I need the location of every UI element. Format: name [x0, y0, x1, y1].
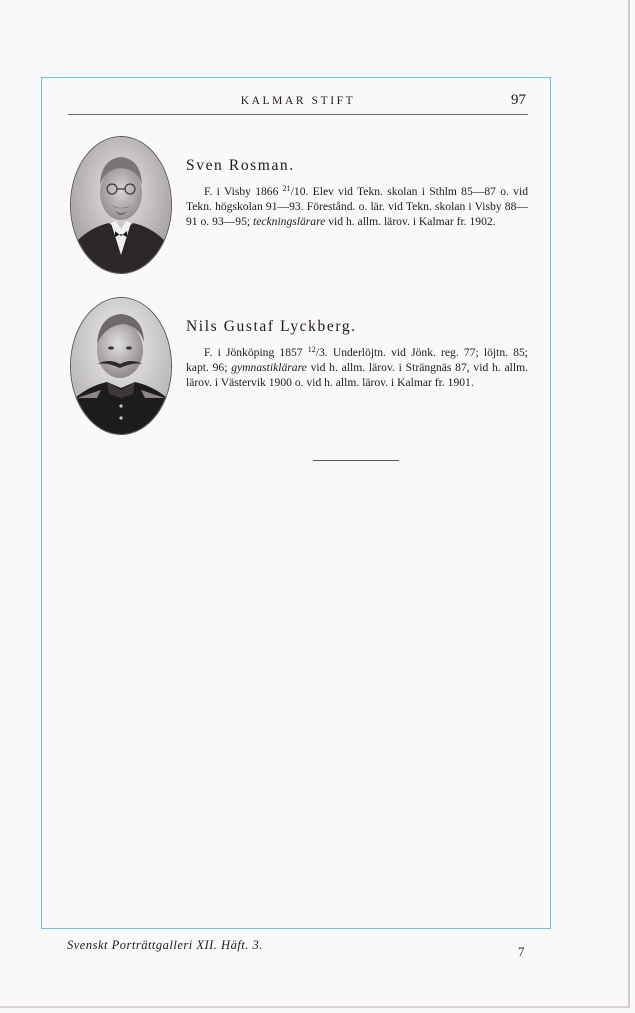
bio-text: F. i Jönköping 1857 — [204, 346, 308, 359]
running-title: KALMAR STIFT — [240, 95, 356, 107]
entry-biography — [186, 184, 528, 229]
bio-text: F. i Visby 1866 — [204, 185, 283, 198]
footer-publication: Svenskt Porträttgalleri XII. Häft. 3. — [67, 938, 263, 952]
entry-name: Sven Rosman. — [186, 157, 295, 174]
entry-name: Nils Gustaf Lyckberg. — [186, 318, 357, 335]
bio-text: vid h. allm. lärov. i Strängnäs 87, vid h. allm. lärov. i Västervik 1900 o. vid h. allm. lärov. i Kalmar fr. 1901. — [186, 361, 528, 389]
entry-biography — [186, 345, 528, 390]
occupation-title: teckningslärare — [253, 215, 326, 228]
bio-text: /3. Underlöjtn. vid Jönk. reg. 77; löjtn. 85; kapt. 96; — [186, 346, 529, 374]
portrait-photo-icon — [71, 298, 171, 434]
footer-signature-mark: 7 — [518, 944, 525, 959]
page-number: 97 — [511, 92, 526, 108]
date-superscript: 21 — [282, 184, 291, 193]
portrait-sven-rosman — [70, 136, 172, 274]
entry-nils-gustaf-lyckberg — [186, 318, 528, 390]
occupation-title: gymnastiklärare — [231, 361, 307, 374]
entry-sven-rosman — [186, 157, 528, 229]
portrait-photo-icon — [71, 137, 171, 273]
bio-text: vid h. allm. lärov. i Kalmar fr. 1902. — [325, 215, 496, 228]
running-header — [68, 92, 528, 115]
date-superscript: 12 — [307, 345, 316, 354]
section-divider — [313, 460, 399, 461]
bio-text: /10. Elev vid Tekn. skolan i Sthlm 85—87 o. vid Tekn. högskolan 91—93. Förestånd. o. lär. vid Tekn. skolan i Visby 88—91 o. 93—95; — [186, 185, 528, 228]
portrait-nils-gustaf-lyckberg — [70, 297, 172, 435]
